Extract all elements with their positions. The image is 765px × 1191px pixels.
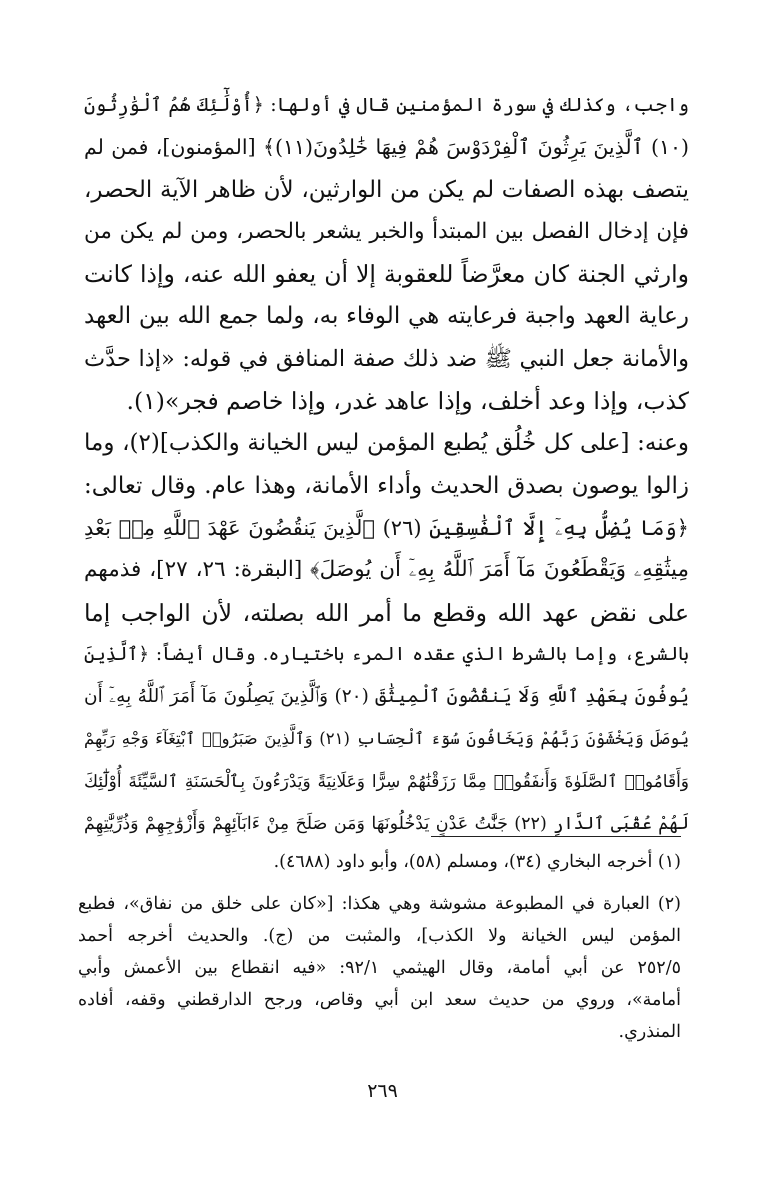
text-line: لَهُمْ عُقْبَى ٱلدَّارِ (٢٢) جَنَّٰتُ عَدْنٍ يَدْخُلُونَهَا وَمَن صَلَحَ مِنْ ءَابَآئِهِمْ وَأَزْوَٰجِهِمْ وَذُرِّيَّٰتِهِمْ [84, 814, 689, 835]
text-line: على نقض عهد الله وقطع ما أمر الله بصلته، لأن الواجب إما [84, 598, 689, 627]
text-line: يُوصَلَ وَيَخْشَوْنَ رَبَّهُمْ وَيَخَافُونَ سُوٓءَ ٱلْحِسَابِ (٢١) وَٱلَّذِينَ صَبَرُوا۟ ٱبْتِغَآءَ وَجْهِ رَبِّهِمْ [84, 729, 689, 749]
footnote-1 [78, 846, 681, 878]
text-line: رعاية العهد واجبة فرعايته هي الوفاء به، ولما جمع الله بين العهد [84, 303, 689, 330]
text-line: بالشرع، وإما بالشرط الذي عقده المرء باختياره. وقال أيضاً: ﴿ٱلَّذِينَ [84, 643, 689, 665]
text-line: والأمانة جعل النبي ﷺ ضد ذلك صفة المنافق في قوله: «إذا حدَّث [84, 345, 689, 372]
footnote-line: (١) أخرجه البخاري (٣٤)، ومسلم (٥٨)، وأبو داود (٤٦٨٨). [273, 852, 681, 872]
footnote-line: ٢٥٢/٥ عن أبي أمامة، وقال الهيثمي ٩٢/١: «فيه انقطاع بين الأعمش وأبي [78, 958, 681, 978]
footnote-divider [431, 836, 681, 837]
footnote-line: المؤمن ليس الخيانة ولا الكذب]، والمثبت من (ج). والحديث أخرجه أحمد [78, 926, 681, 946]
footnote-line: (٢) العبارة في المطبوعة مشوشة وهي هكذا: [«كان على خلق من نفاق»، فطبع [78, 894, 681, 914]
text-line: كذب، وإذا وعد أخلف، وإذا عاهد غدر، وإذا خاصم فجر»(١). [126, 387, 689, 416]
text-line: يُوفُونَ بِعَهْدِ ٱللَّهِ وَلَا يَنقُضُونَ ٱلْمِيثَٰقَ (٢٠) وَٱلَّذِينَ يَصِلُونَ مَآ أَمَرَ ٱللَّهُ بِهِۦٓ أَن [84, 686, 689, 708]
text-line: مِيثَٰقِهِۦ وَيَقْطَعُونَ مَآ أَمَرَ ٱللَّهُ بِهِۦٓ أَن يُوصَلَ﴾ [البقرة: ٢٦، ٢٧]، فذمهم [84, 557, 689, 583]
footnote-2 [78, 888, 681, 1048]
text-line: وعنه: [على كل خُلُق يُطبع المؤمن ليس الخيانة والكذب](٢)، وما [84, 430, 689, 457]
footnotes [78, 846, 681, 1048]
text-line: فإن إدخال الفصل بين المبتدأ والخبر يشعر بالحصر، ومن لم يكن من [84, 218, 689, 244]
footnote-line: المنذري. [618, 1022, 681, 1042]
main-text [84, 84, 689, 845]
text-line: واجب، وكذلك في سورة المؤمنين قال في أولها: ﴿أُوْلَٰٓئِكَ هُمُ ٱلْوَٰرِثُونَ [84, 94, 689, 116]
page-number: ٢٦٩ [367, 1080, 398, 1102]
text-line: ﴿وَمَا يُضِلُّ بِهِۦٓ إِلَّا ٱلْفَٰسِقِينَ (٢٦) ٱلَّذِينَ يَنقُضُونَ عَهْدَ ٱللَّهِ مِنۢ بَعْدِ [84, 515, 689, 540]
text-line: وارثي الجنة كان معرَّضاً للعقوبة إلا أن يعفو الله عنه، وإذا كانت [84, 260, 689, 289]
text-line: يتصف بهذه الصفات لم يكن من الوارثين، لأن ظاهر الآية الحصر، [84, 176, 689, 203]
footnote-spacer [78, 878, 681, 888]
text-line: (١٠) ٱلَّذِينَ يَرِثُونَ ٱلْفِرْدَوْسَ هُمْ فِيهَا خَٰلِدُونَ(١١)﴾ [المؤمنون]، فمن لم [84, 135, 689, 160]
text-line: زالوا يوصون بصدق الحديث وأداء الأمانة، وهذا عام. وقال تعالى: [84, 472, 689, 499]
footnote-line: أمامة»، وروي من حديث سعد ابن أبي وقاص، ورجح الدارقطني وقفه، أفاده [78, 990, 681, 1010]
text-line: وَأَقَامُوا۟ ٱلصَّلَوٰةَ وَأَنفَقُوا۟ مِمَّا رَزَقْنَٰهُمْ سِرًّا وَعَلَانِيَةً وَيَدْرَءُونَ بِٱلْحَسَنَةِ ٱلسَّيِّئَةَ أُوْلَٰٓئِكَ [84, 771, 689, 792]
